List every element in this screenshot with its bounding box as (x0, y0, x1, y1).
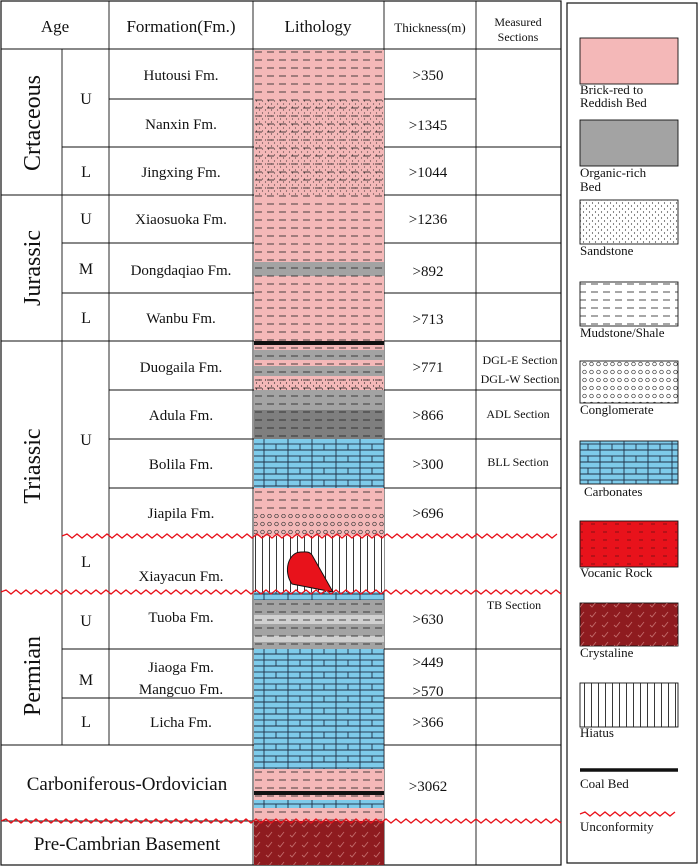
legend-label-mudstone: Mudstone/Shale (580, 325, 665, 340)
thickness-xiaosuoka: >1236 (408, 212, 448, 228)
epochs (79, 91, 93, 731)
legend-label-organic-1: Organic-rich (580, 165, 647, 180)
system-permian: Permian (20, 636, 46, 716)
epoch-perm-m: M (78, 672, 94, 689)
epoch-jur-m: M (78, 261, 94, 278)
thickness-carboniferous: >3062 (408, 779, 448, 795)
legend-swatch-carbonates (580, 441, 678, 484)
epoch-jur-u: U (80, 211, 92, 228)
measured-sections (481, 353, 560, 612)
legend-label-coal: Coal Bed (580, 776, 629, 791)
formation-nanxin: Nanxin Fm. (145, 117, 217, 133)
thickness-adula: >866 (412, 408, 444, 424)
legend-label-brick-red-2: Reddish Bed (580, 95, 647, 110)
lithology-column (254, 50, 384, 865)
thicknesses (409, 68, 448, 795)
legend-swatch-crystaline (580, 603, 678, 646)
system-triassic: Triassic (20, 428, 46, 504)
formation-hutousi: Hutousi Fm. (143, 68, 219, 84)
formation-dongdaqiao: Dongdaqiao Fm. (130, 263, 232, 279)
formation-bolila: Bolila Fm. (148, 457, 214, 473)
epoch-cret-l: L (81, 164, 91, 181)
table-header (41, 15, 542, 44)
section-bll: BLL Section (487, 455, 549, 469)
thickness-hutousi: >350 (412, 68, 444, 84)
section-dgl-w: DGL-W Section (480, 372, 560, 386)
header-formation: Formation(Fm.) (126, 17, 236, 36)
formations (131, 68, 232, 731)
thickness-dongdaqiao: >892 (412, 264, 444, 280)
system-cretaceous: Crtaceous (20, 75, 46, 171)
legend-swatch-unconformity (580, 812, 675, 816)
legend-swatch-organic (580, 120, 678, 166)
legend-swatch-volcanic (580, 521, 678, 567)
section-adl: ADL Section (486, 407, 550, 421)
header-sections-2: Sections (497, 30, 539, 44)
legend-swatch-brick-red (580, 38, 678, 84)
epoch-tri-l: L (81, 554, 91, 571)
thickness-wanbu: >713 (412, 312, 444, 328)
formation-mangcuo: Mangcuo Fm. (138, 682, 224, 698)
header-thickness: Thickness(m) (394, 20, 466, 35)
formation-adula: Adula Fm. (148, 408, 214, 424)
legend-label-hiatus: Hiatus (580, 725, 614, 740)
legend-label-crystaline: Crystaline (580, 645, 634, 660)
epoch-tri-u: U (80, 432, 92, 449)
thickness-licha: >366 (412, 715, 444, 731)
legend-label-unconformity: Unconformity (580, 819, 654, 834)
thickness-jiaoga: >449 (412, 655, 444, 671)
legend-label-volcanic: Vocanic Rock (580, 565, 653, 580)
legend-label-sandstone: Sandstone (580, 243, 634, 258)
thickness-mangcuo: >570 (412, 684, 444, 700)
thickness-jiapila: >696 (412, 506, 444, 522)
section-tb: TB Section (486, 598, 542, 612)
formation-licha: Licha Fm. (150, 715, 212, 731)
system-precambrian: Pre-Cambrian Basement (33, 834, 221, 855)
thickness-bolila: >300 (412, 457, 444, 473)
formation-tuoba: Tuoba Fm. (148, 610, 214, 626)
legend-label-conglomerate: Conglomerate (580, 402, 654, 417)
formation-jiaoga: Jiaoga Fm. (148, 660, 214, 676)
formation-wanbu: Wanbu Fm. (146, 311, 216, 327)
legend-label-carbonates: Carbonates (584, 484, 643, 499)
thickness-tuoba: >630 (412, 612, 444, 628)
system-jurassic: Jurassic (20, 230, 46, 306)
header-lithology: Lithology (284, 17, 352, 36)
formation-jiapila: Jiapila Fm. (147, 506, 215, 522)
legend-swatch-hiatus (580, 683, 678, 727)
legend-label-organic-2: Bed (580, 179, 601, 194)
system-carboniferous-ordovician: Carboniferous-Ordovician (26, 774, 228, 795)
formation-jingxing: Jingxing Fm. (141, 165, 221, 181)
formation-duogaila: Duogaila Fm. (139, 360, 223, 376)
thickness-jingxing: >1044 (408, 165, 448, 181)
legend-swatch-conglomerate (580, 361, 678, 403)
legend-swatch-mudstone (580, 282, 678, 326)
epoch-perm-u: U (80, 613, 92, 630)
coal-bed-band (254, 341, 384, 345)
section-dgl-e: DGL-E Section (482, 353, 558, 367)
legend (567, 3, 697, 863)
header-age: Age (40, 17, 70, 36)
formation-xiaosuoka: Xiaosuoka Fm. (135, 212, 227, 228)
epoch-jur-l: L (81, 310, 91, 327)
thickness-nanxin: >1345 (408, 118, 448, 134)
formation-xiayacun: Xiayacun Fm. (138, 569, 224, 585)
epoch-cret-u: U (80, 91, 92, 108)
legend-label-brick-red-1: Brick-red to (580, 82, 644, 97)
header-sections-1: Measured (494, 15, 542, 29)
epoch-perm-l: L (81, 714, 91, 731)
thickness-duogaila: >771 (412, 360, 444, 376)
legend-swatch-sandstone (580, 200, 678, 244)
